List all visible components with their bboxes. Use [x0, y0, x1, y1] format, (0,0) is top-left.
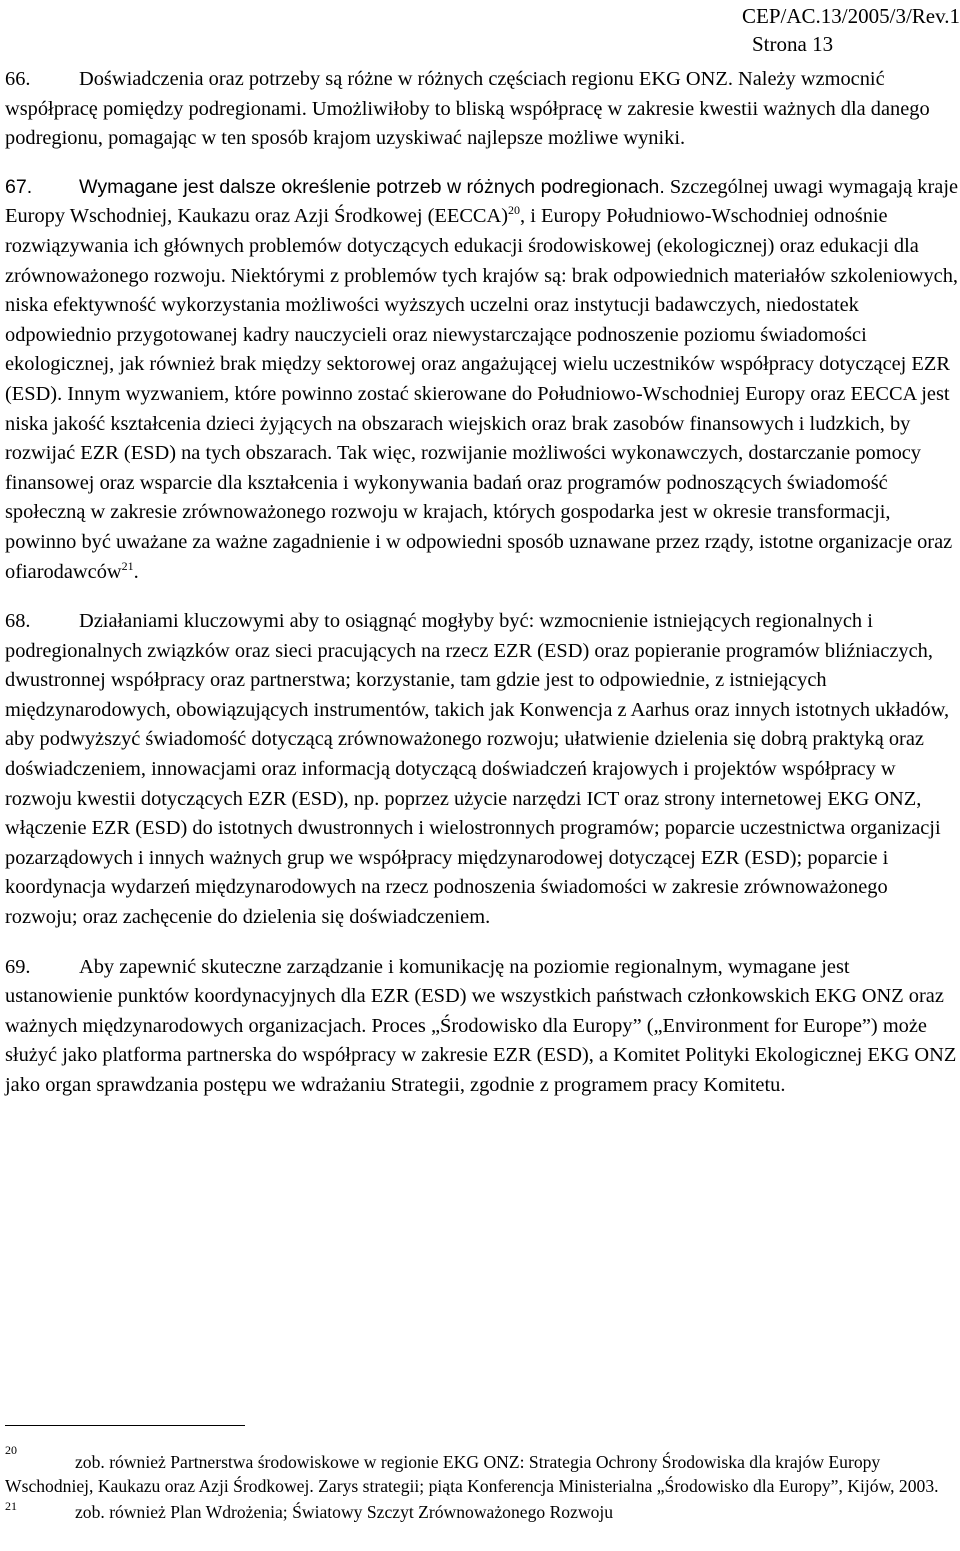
footnote-text: zob. również Plan Wdrożenia; Światowy Szczyt Zrównoważonego Rozwoju — [75, 1502, 614, 1522]
footnote-separator — [5, 1425, 245, 1426]
paragraph-text: Działaniami kluczowymi aby to osiągnąć mogłyby być: wzmocnienie istniejących regionalnych i podregionalnych związków oraz sieci pracujących na rzecz EZR (ESD) oraz popieranie programów bliźniaczych, dwustronnej współpracy oraz partnerstwa; korzystanie, tam gdzie jest to odpowiednie, z istniejących międzynarodowych, obowiązujących instrumentów, takich jak Konwencja z Aarhus oraz innych istotnych układów, aby podwyższyć świadomość dotyczącą zrównoważonego rozwoju; ułatwienie dzielenia się dobrą praktyką oraz doświadczeniem, innowacjami oraz informacją dotyczącą doświadczeń krajowych i projektów współpracy w rozwoju kwestii dotyczących EZR (ESD), np. poprzez użycie narzędzi ICT oraz strony internetowej EKG ONZ, włączenie EZR (ESD) do istotnych dwustronnych i wielostronnych programów; poparcie uczestnictwa organizacji pozarządowych i innych ważnych grup we współpracy międzynarodowej dotyczącej EZR (ESD); poparcie i koordynacja wydarzeń międzynarodowych na rzecz podnoszenia świadomości w zakresie zrównoważonego rozwoju; oraz zachęcenie do dzielenia się doświadczeniem. — [5, 610, 950, 929]
footnote-mark: 20 — [5, 1443, 17, 1457]
footnote-21 — [5, 1498, 960, 1524]
footnote-reference[interactable]: 21 — [121, 558, 134, 573]
footnote-reference[interactable]: 20 — [508, 203, 521, 218]
footnote-text: zob. również Partnerstwa środowiskowe w regionie EKG ONZ: Strategia Ochrony Środowiska dla krajów Europy Wschodniej, Kaukazu oraz Azji Środkowej. Zarys strategii; piąta Konferencja Ministerialna „Środowisko dla Europy”, Kijów, 2003. — [5, 1452, 939, 1496]
document-symbol: CEP/AC.13/2005/3/Rev.1 — [742, 4, 960, 28]
paragraph-lead-sentence: Wymagane jest dalsze określenie potrzeb w różnych podregionach. — [79, 175, 665, 198]
paragraph-text: Doświadczenia oraz potrzeby są różne w różnych częściach regionu EKG ONZ. Należy wzmocnić współpracę pomiędzy podregionami. Umożliwiłoby to bliską współpracę w zakresie kwestii ważnych dla danego podregionu, pomagając w ten sposób krajom uzyskiwać najlepsze możliwe wyniki. — [5, 68, 930, 150]
footnotes — [5, 1440, 960, 1524]
footnote-20 — [5, 1440, 960, 1498]
paragraph-number: 69. — [5, 955, 31, 978]
paragraph-text: Aby zapewnić skuteczne zarządzanie i komunikację na poziomie regionalnym, wymagane jest ustanowienie punktów koordynacyjnych dla EZR (ESD) we wszystkich państwach członkowskich EKG ONZ oraz ważnych międzynarodowych organizacjach. Proces „Środowisko dla Europy” („Environment for Europe”) może służyć jako platforma partnerska do współpracy w zakresie EZR (ESD), a Komitet Polityki Ekologicznej EKG ONZ jako organ sprawdzania postępu we wdrażaniu Strategii, zgodnie z programem pracy Komitetu. — [5, 955, 957, 1096]
page-header — [700, 2, 960, 58]
paragraph-text: Szczególnej uwagi wymagają kraje Europy Wschodniej, Kaukazu oraz Azji Środkowej (EECCA) — [5, 175, 959, 228]
paragraph-number: 68. — [5, 610, 31, 633]
paragraph-number: 66. — [5, 68, 31, 90]
paragraph-number: 67. — [5, 175, 33, 198]
paragraph-text: , i Europy Południowo-Wschodniej odnośnie rozwiązywania ich głównych problemów dotyczących edukacji środowiskowej (ekologicznej) oraz edukacji dla zrównoważonego rozwoju. Niektórymi z problemów tych krajów są: brak odpowiednich materiałów szkoleniowych, niska efektywność wykorzystania możliwości wyższych uczelni oraz instytucji badawczych, niedostatek odpowiednio przygotowanej kadry nauczycieli oraz niewystarczające podnoszenie poziomu świadomości ekologicznej, jak również brak między sektorowej oraz angażującej wielu uczestników współpracy dotyczącej EZR (ESD). Innym wyzwaniem, które powinno zostać skierowane do Południowo-Wschodniej Europy oraz EECCA jest niska jakość kształcenia dzieci żyjących na obszarach wiejskich oraz brak zasobów finansowych i ludzkich, by rozwijać EZR (ESD) na tych obszarach. Tak więc, rozwijanie możliwości wykonawczych, dostarczanie pomocy finansowej oraz wsparcie dla kształcenia i wykonywania badań oraz programów podnoszących świadomość społeczną w zakresie zrównoważonego rozwoju w krajach, których gospodarka jest w okresie transformacji, powinno być uważane za ważne zagadnienie i w odpowiedni sposób uznawane przez rządy, istotne organizacje oraz ofiarodawców — [5, 205, 958, 583]
paragraph-67 — [5, 173, 960, 587]
page-number: Strona 13 — [752, 32, 834, 56]
paragraph-69 — [5, 953, 960, 1101]
document-body — [5, 65, 960, 1121]
paragraph-66 — [5, 65, 960, 154]
paragraph-68 — [5, 607, 960, 933]
footnote-mark: 21 — [5, 1499, 17, 1513]
paragraph-text: . — [133, 560, 139, 583]
